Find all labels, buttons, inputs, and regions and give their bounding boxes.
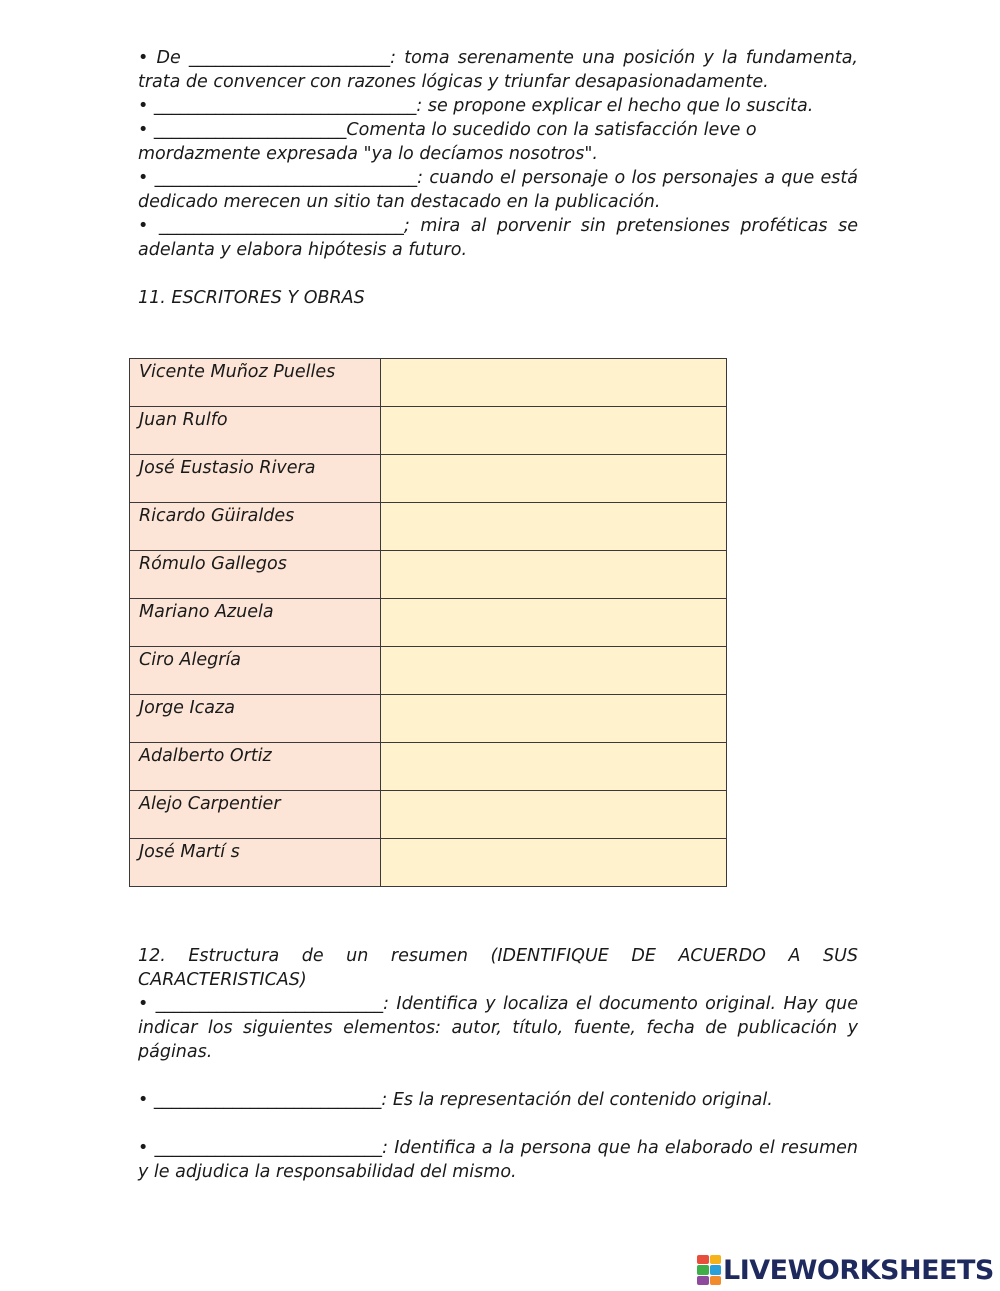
author-name: Alejo Carpentier (139, 794, 281, 814)
list-item: • __________________________: Identifica a la persona que ha elaborado el resumen y le adjudica la responsabilidad del mismo. (138, 1138, 858, 1182)
author-name: Adalberto Ortiz (139, 746, 272, 766)
answer-cell[interactable] (381, 407, 727, 455)
table-row (130, 503, 727, 551)
table-row (130, 647, 727, 695)
author-name: Vicente Muñoz Puelles (139, 362, 336, 382)
section-12-title: 12. Estructura de un resumen (IDENTIFIQUE DE ACUERDO A SUS CARACTERISTICAS) (138, 946, 858, 990)
answer-cell[interactable] (381, 791, 727, 839)
author-name: Mariano Azuela (139, 602, 274, 622)
table-row (130, 791, 727, 839)
brand-name: LIVEWORKSHEETS (723, 1254, 994, 1286)
author-name: Jorge Icaza (139, 698, 235, 718)
answer-cell[interactable] (381, 503, 727, 551)
answer-cell[interactable] (381, 647, 727, 695)
table-row (130, 839, 727, 887)
list-item: • __________________________: Identifica y localiza el documento original. Hay que indicar los siguientes elementos: autor, título, fuente, fecha de publicación y páginas. (138, 994, 858, 1062)
liveworksheets-brand[interactable] (697, 1254, 994, 1286)
table-row (130, 551, 727, 599)
list-item: • ______________________Comenta lo sucedido con la satisfacción leve o mordazmente expresada "ya lo decíamos nosotros". (138, 120, 757, 164)
answer-cell[interactable] (381, 839, 727, 887)
table-row (130, 599, 727, 647)
table-row (130, 455, 727, 503)
section-11-title: 11. ESCRITORES Y OBRAS (138, 288, 365, 308)
authors-table (129, 358, 727, 887)
section-12 (138, 944, 858, 1184)
author-name: José Eustasio Rivera (139, 458, 316, 478)
table-row (130, 359, 727, 407)
liveworksheets-logo-icon (697, 1255, 721, 1285)
author-name: Ricardo Güiraldes (139, 506, 295, 526)
table-row (130, 407, 727, 455)
table-row (130, 743, 727, 791)
author-name: José Martí s (139, 842, 240, 862)
author-name: Rómulo Gallegos (139, 554, 287, 574)
answer-cell[interactable] (381, 551, 727, 599)
list-item: • De _______________________: toma serenamente una posición y la fundamenta, trata de convencer con razones lógicas y triunfar desapasionadamente. (138, 48, 858, 92)
author-name: Ciro Alegría (139, 650, 242, 670)
list-item: • ______________________________: se propone explicar el hecho que lo suscita. (138, 96, 814, 116)
list-item: • ______________________________: cuando el personaje o los personajes a que está dedicado merecen un sitio tan destacado en la publicación. (138, 168, 858, 212)
answer-cell[interactable] (381, 743, 727, 791)
section-10-list (138, 46, 858, 310)
author-name: Juan Rulfo (139, 410, 228, 430)
answer-cell[interactable] (381, 695, 727, 743)
table-row (130, 695, 727, 743)
answer-cell[interactable] (381, 599, 727, 647)
answer-cell[interactable] (381, 359, 727, 407)
answer-cell[interactable] (381, 455, 727, 503)
list-item: • __________________________: Es la representación del contenido original. (138, 1090, 773, 1110)
list-item: • ____________________________; mira al porvenir sin pretensiones proféticas se adelanta y elabora hipótesis a futuro. (138, 216, 859, 260)
